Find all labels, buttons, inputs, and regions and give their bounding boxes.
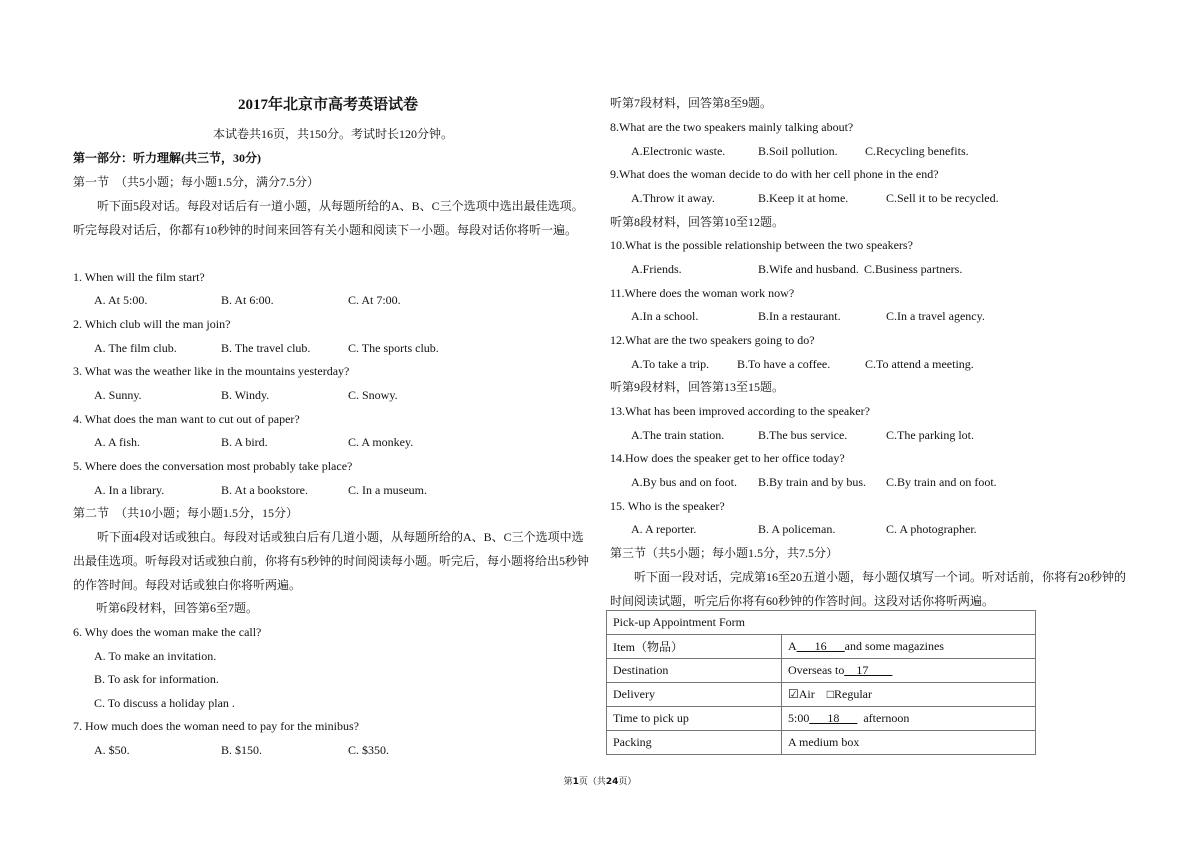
question-6: 6. Why does the woman make the call? <box>73 625 262 639</box>
material-7-note: 听第7段材料，回答第8至9题。 <box>610 96 773 110</box>
delivery-air-checkbox: ☑Air <box>788 687 815 701</box>
q15-option-b: B. A policeman. <box>758 522 836 536</box>
question-13: 13.What has been improved according to the speaker? <box>610 404 870 418</box>
q3-option-c: C. Snowy. <box>348 388 398 402</box>
form-row-delivery <box>607 683 1036 707</box>
q10-option-a: A.Friends. <box>631 262 682 276</box>
q10-option-b: B.Wife and husband. <box>758 262 859 276</box>
q2-option-b: B. The travel club. <box>221 341 311 355</box>
q7-option-c: C. $350. <box>348 743 390 757</box>
question-12: 12.What are the two speakers going to do? <box>610 333 815 347</box>
q9-option-c: C.Sell it to be recycled. <box>886 191 999 205</box>
question-10: 10.What is the possible relationship between the two speakers? <box>610 238 913 252</box>
material-9-note: 听第9段材料，回答第13至15题。 <box>610 380 785 394</box>
time-suffix: afternoon <box>863 711 910 725</box>
q9-option-a: A.Throw it away. <box>631 191 715 205</box>
blank-16: ___16___ <box>796 639 845 653</box>
question-14: 14.How does the speaker get to her office today? <box>610 451 845 465</box>
material-8-note: 听第8段材料，回答第10至12题。 <box>610 215 785 229</box>
question-2: 2. Which club will the man join? <box>73 317 231 331</box>
delivery-value <box>782 683 1036 707</box>
q15-option-c: C. A photographer. <box>886 522 977 536</box>
form-row-item <box>607 635 1036 659</box>
time-value <box>782 707 1036 731</box>
form-title: Pick-up Appointment Form <box>607 611 1036 635</box>
question-9: 9.What does the woman decide to do with her cell phone in the end? <box>610 167 939 181</box>
question-11: 11.Where does the woman work now? <box>610 286 795 300</box>
q15-option-a: A. A reporter. <box>631 522 697 536</box>
blank-18: ___18___ <box>809 711 858 725</box>
question-15: 15. Who is the speaker? <box>610 499 725 513</box>
pickup-appointment-form <box>606 610 1036 755</box>
q11-option-c: C.In a travel agency. <box>886 309 985 323</box>
form-row-destination <box>607 659 1036 683</box>
part1-heading: 第一部分：听力理解(共三节，30分) <box>73 151 261 165</box>
q11-option-a: A.In a school. <box>631 309 699 323</box>
question-7: 7. How much does the woman need to pay for the minibus? <box>73 719 359 733</box>
material-6-note: 听第6段材料，回答第6至7题。 <box>96 601 259 615</box>
footer-total-pages: 24 <box>605 777 619 787</box>
exam-info: 本试卷共16页，共150分。考试时长120分钟。 <box>213 127 454 141</box>
q11-option-b: B.In a restaurant. <box>758 309 841 323</box>
q4-option-c: C. A monkey. <box>348 435 414 449</box>
q14-option-c: C.By train and on foot. <box>886 475 997 489</box>
section2-instructions: 听下面4段对话或独白。每段对话或独白后有几道小题，从每题所给的A、B、C三个选项中选出最佳选项。听每段对话或独白前，你将有5秒钟的时间阅读每小题。听完后，每小题将给出5秒钟的作答时间。每段对话或独白你将听两遍。 <box>73 530 590 592</box>
q13-option-b: B.The bus service. <box>758 428 848 442</box>
section3-heading: 第三节（共5小题；每小题1.5分，共7.5分） <box>610 546 839 560</box>
footer-post: 页） <box>618 777 637 787</box>
footer-page-number: 1 <box>572 777 579 787</box>
delivery-label: Delivery <box>607 683 782 707</box>
form-title-row <box>607 611 1036 635</box>
footer-mid: 页（共 <box>578 777 606 787</box>
q5-option-c: C. In a museum. <box>348 483 427 497</box>
q7-option-b: B. $150. <box>221 743 263 757</box>
q2-option-c: C. The sports club. <box>348 341 439 355</box>
q4-option-a: A. A fish. <box>94 435 141 449</box>
q14-option-b: B.By train and by bus. <box>758 475 866 489</box>
item-suffix: and some magazines <box>844 639 944 653</box>
delivery-regular-checkbox: □Regular <box>826 687 872 701</box>
q1-option-a: A. At 5:00. <box>94 293 148 307</box>
q12-option-b: B.To have a coffee. <box>737 357 831 371</box>
q3-option-b: B. Windy. <box>221 388 270 402</box>
q13-option-a: A.The train station. <box>631 428 725 442</box>
blank-17: __17____ <box>844 663 893 677</box>
q3-option-a: A. Sunny. <box>94 388 142 402</box>
question-3: 3. What was the weather like in the mountains yesterday? <box>73 364 350 378</box>
q12-option-c: C.To attend a meeting. <box>865 357 974 371</box>
q8-option-c: C.Recycling benefits. <box>865 144 969 158</box>
destination-label: Destination <box>607 659 782 683</box>
question-4: 4. What does the man want to cut out of paper? <box>73 412 300 426</box>
form-row-packing <box>607 731 1036 755</box>
destination-value <box>782 659 1036 683</box>
question-5: 5. Where does the conversation most probably take place? <box>73 459 353 473</box>
section1-heading: 第一节 （共5小题；每小题1.5分，满分7.5分） <box>73 175 320 189</box>
question-1: 1. When will the film start? <box>73 270 205 284</box>
section1-instructions: 听下面5段对话。每段对话后有一道小题，从每题所给的A、B、C三个选项中选出最佳选项。听完每段对话后，你都有10秒钟的时间来回答有关小题和阅读下一小题。每段对话你将听一遍。 <box>73 199 584 237</box>
section2-heading: 第二节 （共10小题；每小题1.5分，15分） <box>73 506 299 520</box>
question-8: 8.What are the two speakers mainly talking about? <box>610 120 854 134</box>
q14-option-a: A.By bus and on foot. <box>631 475 737 489</box>
q4-option-b: B. A bird. <box>221 435 268 449</box>
q8-option-a: A.Electronic waste. <box>631 144 726 158</box>
q8-option-b: B.Soil pollution. <box>758 144 838 158</box>
footer-pre: 第 <box>563 777 573 787</box>
q1-option-c: C. At 7:00. <box>348 293 401 307</box>
q5-option-b: B. At a bookstore. <box>221 483 308 497</box>
time-label: Time to pick up <box>607 707 782 731</box>
page-footer <box>0 774 1200 787</box>
q10-option-c: C.Business partners. <box>864 262 963 276</box>
destination-prefix: Overseas to <box>788 663 845 677</box>
q6-option-b: B. To ask for information. <box>94 672 219 686</box>
q6-option-a: A. To make an invitation. <box>94 649 217 663</box>
section3-instructions: 听下面一段对话，完成第16至20五道小题，每小题仅填写一个词。听对话前，你将有20秒钟的时间阅读试题，听完后你将有60秒钟的作答时间。这段对话你将听两遍。 <box>610 570 1127 608</box>
q12-option-a: A.To take a trip. <box>631 357 710 371</box>
exam-title: 2017年北京市高考英语试卷 <box>238 97 419 113</box>
item-label: Item（物品） <box>607 635 782 659</box>
form-row-time <box>607 707 1036 731</box>
item-value <box>782 635 1036 659</box>
time-prefix: 5:00 <box>788 711 810 725</box>
q7-option-a: A. $50. <box>94 743 130 757</box>
packing-label: Packing <box>607 731 782 755</box>
item-prefix: A <box>788 639 797 653</box>
q2-option-a: A. The film club. <box>94 341 177 355</box>
q9-option-b: B.Keep it at home. <box>758 191 849 205</box>
q6-option-c: C. To discuss a holiday plan . <box>94 696 235 710</box>
q5-option-a: A. In a library. <box>94 483 165 497</box>
packing-value: A medium box <box>782 731 1036 755</box>
q13-option-c: C.The parking lot. <box>886 428 974 442</box>
q1-option-b: B. At 6:00. <box>221 293 274 307</box>
